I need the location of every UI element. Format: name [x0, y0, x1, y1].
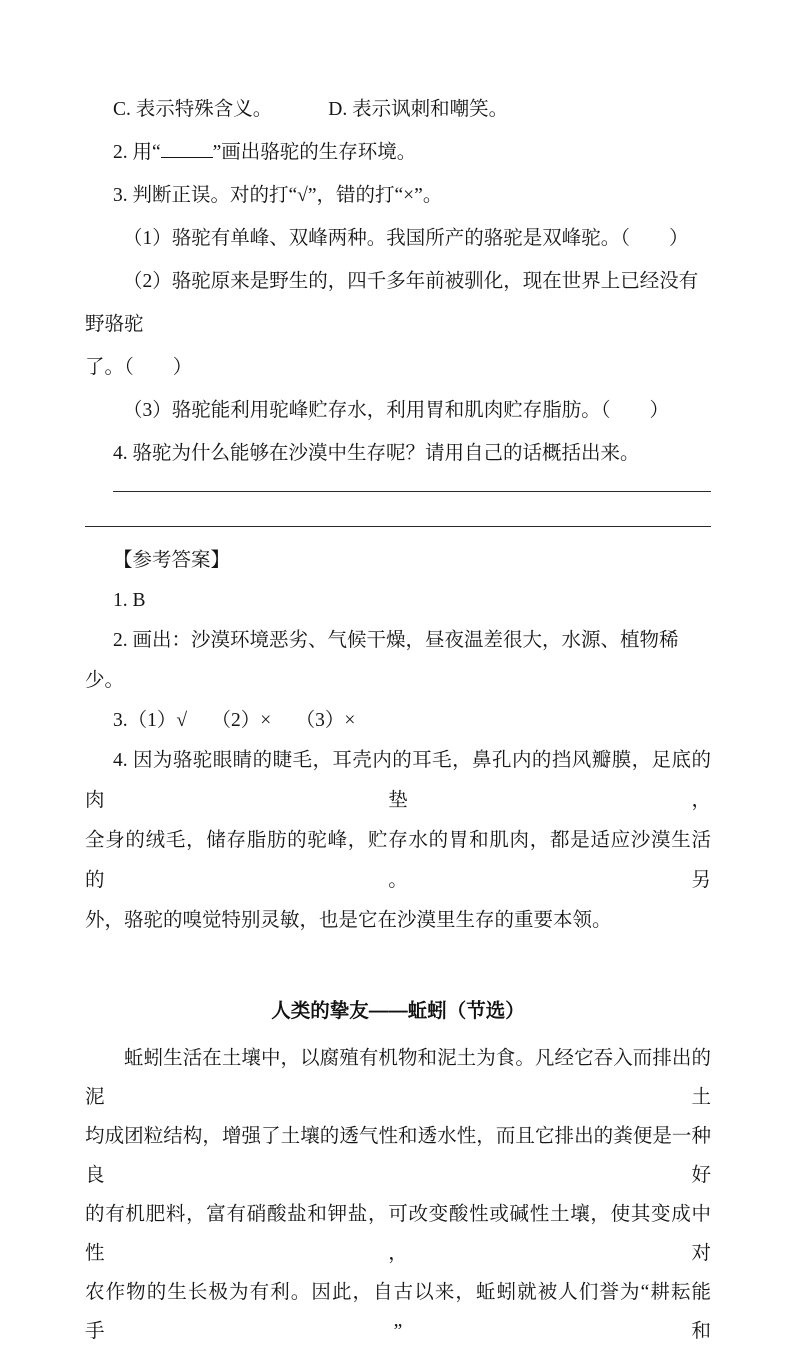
- reference-answers-section: [85, 541, 711, 941]
- answer-1: 1. B: [113, 590, 146, 611]
- answer-4-line-3: 外，骆驼的嗅觉特别灵敏，也是它在沙漠里生存的重要本领。: [85, 910, 612, 931]
- question-3-sub3: （3）骆驼能利用驼峰贮存水，利用胃和肌肉贮存脂肪。（ ）: [123, 400, 670, 421]
- options-row: [85, 88, 711, 131]
- answer-4-line-1: 4. 因为骆驼眼睛的睫毛，耳壳内的耳毛，鼻孔内的挡风瓣膜，足底的肉垫，: [85, 750, 711, 811]
- option-c: C. 表示特殊含义。: [113, 99, 273, 120]
- question-4: 4. 骆驼为什么能够在沙漠中生存呢？请用自己的话概括出来。: [113, 443, 640, 464]
- passage-line-2: 均成团粒结构，增强了土壤的透气性和透水性，而且它排出的粪便是一种良好: [85, 1126, 711, 1186]
- question-3-sub1: （1）骆驼有单峰、双峰两种。我国所产的骆驼是双峰驼。（ ）: [123, 228, 689, 249]
- passage-line-1: 蚯蚓生活在土壤中，以腐殖有机物和泥土为食。凡经它吞入而排出的泥土: [85, 1048, 711, 1108]
- passage-title: 人类的挚友——蚯蚓（节选）: [271, 1000, 525, 1022]
- answer-writing-line-2: [85, 526, 711, 527]
- question-3-sub2-line1: （2）骆驼原来是野生的，四千多年前被驯化，现在世界上已经没有野骆驼: [85, 271, 699, 335]
- answers-header: 【参考答案】: [113, 550, 231, 571]
- question-3: 3. 判断正误。对的打“√”，错的打“×”。: [113, 185, 443, 206]
- question-2-prefix: 2. 用“: [113, 142, 161, 163]
- answer-4-line-2: 全身的绒毛，储存脂肪的驼峰，贮存水的胃和肌肉，都是适应沙漠生活的。另: [85, 830, 711, 891]
- question-3-sub2-line2: 了。（ ）: [85, 357, 193, 378]
- answer-2: 2. 画出：沙漠环境恶劣、气候干燥，昼夜温差很大，水源、植物稀少。: [85, 630, 679, 691]
- answer-writing-line-1: [113, 491, 711, 492]
- passage-line-4: 农作物的生长极为有利。因此，自古以来，蚯蚓就被人们誉为“耕耘能手”和: [85, 1282, 711, 1342]
- answer-3: 3.（1）√ （2）× （3）×: [113, 710, 356, 731]
- option-d: D. 表示讽刺和嘲笑。: [328, 99, 509, 120]
- question-2-suffix: ”画出骆驼的生存环境。: [212, 142, 417, 163]
- passage-body: [85, 1039, 711, 1351]
- question-section: [85, 88, 711, 475]
- passage-line-3: 的有机肥料，富有硝酸盐和钾盐，可改变酸性或碱性土壤，使其变成中性，对: [85, 1204, 711, 1264]
- blank-underline: [161, 144, 213, 158]
- reading-passage-section: [85, 991, 711, 1351]
- question-2: [85, 131, 711, 174]
